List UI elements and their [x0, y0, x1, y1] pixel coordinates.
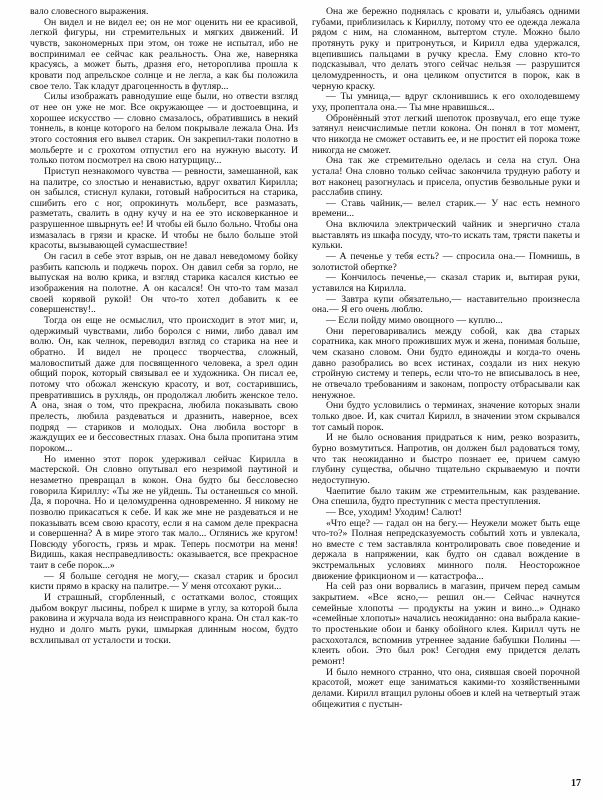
paragraph: И страшный, сгорбленный, с остатками волос, стоящих дыбом вокруг лысины, побрел к ширме в углу, за которой была раковина и журчала вода из неисправного крана. Он стал как-то нудно и долго мыть руки, шмыркая длинным носом, будто всхлипывал от усталости и тоски.	[30, 592, 298, 646]
paragraph: Он видел и не видел ее; он не мог оценить ни ее красивой, легкой фигуры, ни стремительных и мягких движений. И чувств, закономерных при этом, он тоже не испытал, ибо не воспринимал ее сейчас как реальность. Она же, наверняка красуясь, а может быть, дразня его, нетороплива прошла к кровати под апрельское солнце и не легла, а как бы положила свое тело. Так кладут драгоценность в футляр...	[30, 16, 298, 92]
paragraph: Силы изображать равнодушие еще были, но отвести взгляд от нее он уже не мог. Все окружающее — и достоевщина, и хорошее искусство — словно смазалось, обратившись в некий тоннель, в конце которого на белом покрывале лежала Она. Из этого состояния его вывел старик. Он закрепил-таки полотно в мольберте и с грохотом отпустил его на нужную высоту. И только потом посмотрел на свою натурщицу...	[30, 91, 298, 167]
paragraph: Она так же стремительно оделась и села на стул. Она устала! Она словно только сейчас закончила трудную работу и вот наконец разогнулась и присела, опустив безвольные руки и расслабив спину.	[312, 155, 580, 199]
paragraph: — Ставь чайник,— велел старик.— У нас есть немного времени...	[312, 197, 580, 220]
paragraph: Они будто условились о терминах, значение которых знали только двое. И, как считал Кирилл, в значении этом скрывался тот самый порок.	[312, 400, 580, 433]
paragraph: Обронённый этот легкий шепоток прозвучал, его еще туже затянул неисчислимые петли кокона. Он понял в тот момент, что никогда не сможет оставить ее, и не простит ей порока тоже никогда не сможет.	[312, 112, 580, 156]
paragraph: «Что еще? — гадал он на бегу.— Неужели может быть еще что-то?» Полная непредсказуемость событий хоть и увлекала, но вместе с тем заставляла контролировать свое поведение и держала в напряжении, как будто он сдавал вождение в экстремальных условиях минного поля. Неосторожное движение фрикционом и — катастрофа...	[312, 517, 580, 582]
paragraph: — Все, уходим! Уходим! Салют!	[326, 506, 462, 518]
paragraph: Он гасил в себе этот взрыв, он не давал неведомому бойку разбить капсюль и поджечь порох. Он давил себя за горло, не выпуская на волю крика, и взгляд старика касался кистью ее изображения на полотне. А он касался! Он что-то там мазал своей корявой рукой! Он что-то хотел добавить к ее совершенству!..	[30, 251, 298, 316]
paragraph: вало словесного выражения.	[30, 7, 149, 17]
paragraph: Тогда он еще не осмыслил, что происходит в этот миг, и, одержимый чувствами, либо боролся с ними, либо давал им волю. Он, как челнок, переводил взгляд со старика на нее и обратно. И видел не процесс творчества, сложный, маловоспитый даже для посвященного человека, а зрел один общий порок, который связывал ее и художника. Он писал ее, потому что обожал женскую красоту, и вот, состарившись, превратившись в рухлядь, он продолжал любить женское тело. А она, зная о том, что прекрасна, любила показывать свою прелесть, любила раздеваться и дразнить, наверное, всех подряд — стариков и молодых. Она любила восторг в жаждущих ее и бессовестных глазах. Она была пропитана этим пороком...	[30, 315, 298, 454]
paragraph: И не было основания придраться к ним, резко возразить, бурно возмутиться. Напротив, он должен был радоваться тому, что так неожиданно и быстро познает ее, причем самую глубину существа, обычно тщательно скрываемую и почти недоступную.	[312, 432, 580, 486]
paragraph: — Завтра купи обязательно,— наставительно произнесла она.— Я его очень люблю.	[312, 293, 580, 316]
paragraph: — Я больше сегодня не могу,— сказал старик и бросил кисти прямо в краску на палитре.— У меня отсохают руки...	[30, 570, 298, 593]
paragraph: Они переговаривались между собой, как два старых соратника, как много проживших муж и жена, понимая больше, чем сказано словом. Они будто единожды и когда-то очень давно разобрались во всех истинах, создали из них некую стройную систему и теперь, если что-то не вписывалось в нее, не отвечало требованиям и законам, попросту отбрасывали как ненужное.	[312, 325, 580, 401]
paragraph: На сей раз они ворвались в магазин, причем перед самым закрытием. «Все ясно,— решил он.— Сейчас начнутся семейные хлопоты — продукты на ужин и вино...» Однако «семейные хлопоты» начались неожиданно: она выбрала какие-то простенькие обои и банку обойного клея. Кирилл чуть не расхохотался, вспомнив утреннее задание бабушки Полины — клеить обои. Это был рок! Сегодня ему придется делать ремонт!	[312, 581, 580, 668]
left-text-column	[30, 7, 298, 769]
paragraph: — Кончилось печенье,— сказал старик и, вытирая руки, уставился на Кирилла.	[312, 272, 580, 295]
paragraph: Она включила электрический чайник и энергично стала выставлять из шкафа посуду, что-то искать там, трясти пакеты и кульки.	[312, 219, 580, 252]
paragraph: Но именно этот порок удерживал сейчас Кирилла в мастерской. Он словно опутывал его незримой паутиной и незаметно превращал в кокон. Она будто бы бессловесно говорила Кириллу: «Ты же не уйдешь. Ты останешься со мной. Да, я порочна. Но и целомудренна одновременно. Я никому не позволю прикасаться к себе. И как же мне не раздеваться и не показывать всем свою красоту, если я на самом деле прекрасна и совершенна? А в мире этого так мало... Оглянись же кругом! Повсюду убогость, грязь и мрак. Теперь посмотри на меня! Видишь, какая несправедливость: оказывается, все прекрасное таит в себе порок...»	[30, 453, 298, 572]
paragraph: И было немного странно, что она, сиявшая своей порочной красотой, может еще заниматься какими-то хозяйственными делами. Кирилл втащил рулоны обоев и клей на четвертый этаж общежития с пустын-	[312, 666, 580, 710]
paragraph: Чаепитие было таким же стремительным, как раздевание. Она спешила, будто преступник с места преступления.	[312, 485, 580, 508]
paragraph: — Ты умница,— вдруг склонившись к его охолодевшему уху, пропептала она.— Ты мне нравишься...	[312, 91, 580, 113]
paragraph: — А печенье у тебя есть? — спросила она.— Помнишь, в золотистой обертке?	[312, 251, 580, 273]
paragraph: — Если пойду мимо овощного — куплю...	[326, 315, 503, 327]
paragraph: Она же бережно поднялась с кровати и, улыбаясь одними губами, приблизилась к Кириллу, потому что ее одежда лежала рядом с ним, на сломанном, вытертом стуле. Можно было протянуть руку и притронуться, и Кирилл едва удержался, вцепившись пальцами в ручку кресла. Ему словно кто-то подсказывал, что делать этого сейчас нельзя — разрушится целомудренность, и она целиком опустится в порок, как в черную краску.	[312, 7, 580, 92]
paragraph: Приступ незнакомого чувства — ревности, замешанной, как на палитре, со злостью и ненавистью, вдруг охватил Кирилла; он забылся, стиснул кулаки, готовый наброситься на старика, сшибить его с ног, опрокинуть мольберт, все размазать, разметать, свалить в одну кучу и на ее это исковерканное и разрушенное швырнуть ее! И чтобы ей было больно. Чтобы она измазалась в грязи и краске. И чтобы не было больше этой красоты, вызывающей сумасшествие!	[30, 165, 298, 252]
page-number: 17	[571, 778, 581, 789]
right-text-column	[312, 7, 580, 769]
